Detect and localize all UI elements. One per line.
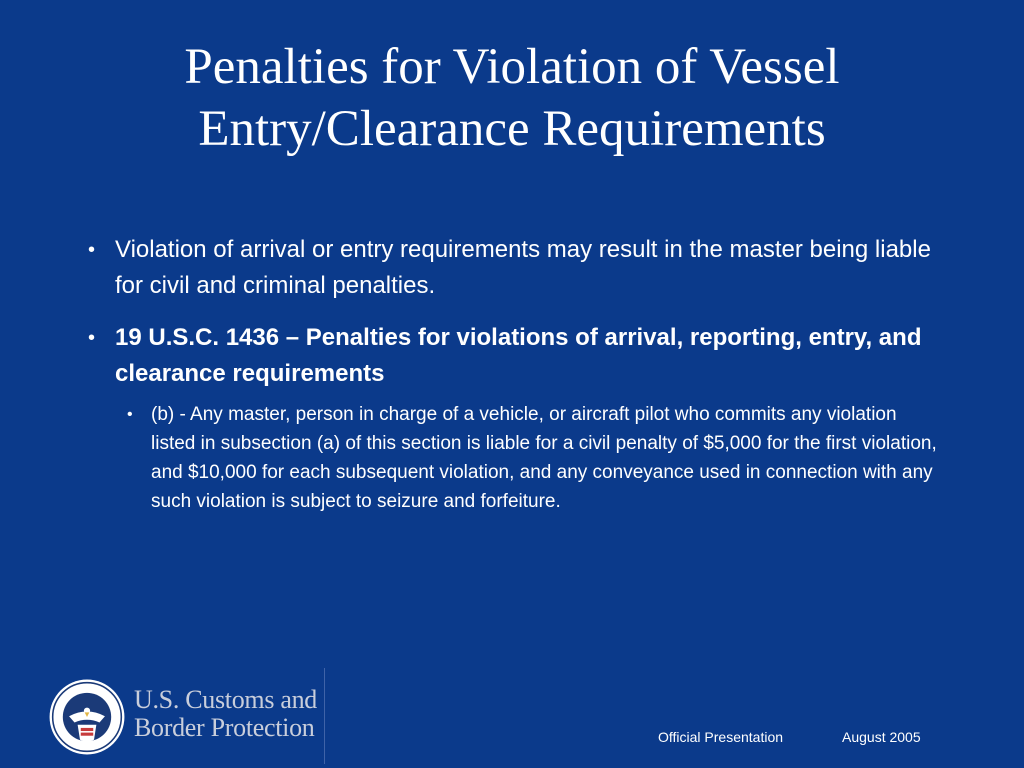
- bullet-text: Violation of arrival or entry requirements may result in the master being liable for civil and criminal penalties.: [115, 236, 931, 299]
- dhs-seal-icon: [48, 678, 126, 756]
- agency-name: [134, 686, 317, 742]
- slide-title: [40, 36, 984, 160]
- bullet-item: [86, 320, 946, 392]
- title-line-1: Penalties for Violation of Vessel: [184, 39, 840, 95]
- slide-body: [86, 232, 946, 516]
- sub-bullet-marker: •: [127, 406, 133, 423]
- bullet-marker: •: [88, 327, 96, 349]
- footer-divider: [324, 668, 325, 764]
- bullet-text: 19 U.S.C. 1436 – Penalties for violations of arrival, reporting, entry, and clearance requirements: [115, 324, 922, 387]
- sub-bullet-item: [127, 400, 946, 516]
- bullet-marker: •: [88, 239, 96, 261]
- agency-line-2: Border Protection: [134, 713, 315, 742]
- title-line-2: Entry/Clearance Requirements: [198, 101, 826, 157]
- bullet-item: [86, 232, 946, 304]
- footer-presentation-label: Official Presentation: [658, 729, 784, 745]
- sub-bullet-text: (b) - Any master, person in charge of a vehicle, or aircraft pilot who commits any violation listed in subsection (a) of this section is liable for a civil penalty of $5,000 for the first violation, and $10,000 for each subsequent violation, and any conveyance used in connection with any such violation is subject to seizure and forfeiture.: [151, 404, 937, 512]
- footer-date: August 2005: [842, 729, 921, 745]
- agency-line-1: U.S. Customs and: [134, 685, 318, 714]
